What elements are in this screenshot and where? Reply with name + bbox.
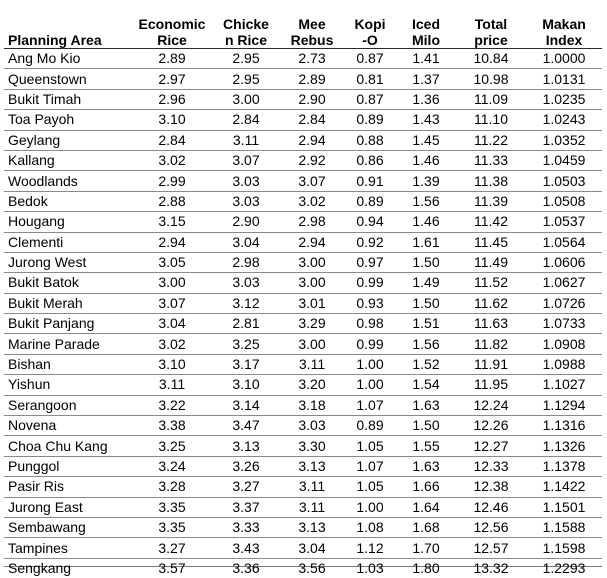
kopi-o-cell: 0.98 [344,314,396,334]
economic-rice-cell: 2.88 [132,191,212,211]
chicken-rice-cell: 3.43 [212,538,280,558]
total-price-cell: 10.98 [456,69,526,89]
table-row [4,558,602,578]
mee-rebus-cell: 2.73 [280,49,344,69]
total-price-cell: 11.95 [456,375,526,395]
header-line-1: Total [475,16,507,32]
kopi-o-cell: 0.99 [344,334,396,354]
chicken-rice-cell: 3.10 [212,375,280,395]
chicken-rice-cell: 3.47 [212,416,280,436]
table-row [4,191,602,211]
economic-rice-cell: 3.11 [132,375,212,395]
iced-milo-cell: 1.39 [396,171,456,191]
header-total-price [456,8,526,49]
header-kopi-o [344,8,396,49]
table-row [4,375,602,395]
iced-milo-cell: 1.66 [396,477,456,497]
table-row [4,49,602,69]
mee-rebus-cell: 2.90 [280,89,344,109]
economic-rice-cell: 3.10 [132,354,212,374]
header-planning-area-label: Planning Area [8,32,102,48]
total-price-cell: 13.32 [456,558,526,578]
total-price-cell: 12.57 [456,538,526,558]
mee-rebus-cell: 3.11 [280,354,344,374]
economic-rice-cell: 3.24 [132,456,212,476]
chicken-rice-cell: 3.03 [212,191,280,211]
kopi-o-cell: 1.12 [344,538,396,558]
planning-area-cell: Serangoon [4,395,132,415]
economic-rice-cell: 2.89 [132,49,212,69]
economic-rice-cell: 3.25 [132,436,212,456]
header-iced-milo [396,8,456,49]
iced-milo-cell: 1.52 [396,354,456,374]
planning-area-cell: Hougang [4,212,132,232]
header-mee-rebus [280,8,344,49]
makan-index-cell: 1.0235 [526,89,602,109]
economic-rice-cell: 2.96 [132,89,212,109]
header-economic-rice [132,8,212,49]
mee-rebus-cell: 2.94 [280,232,344,252]
makan-index-cell: 1.0733 [526,314,602,334]
economic-rice-cell: 3.22 [132,395,212,415]
iced-milo-cell: 1.68 [396,517,456,537]
economic-rice-cell: 3.02 [132,334,212,354]
planning-area-cell: Choa Chu Kang [4,436,132,456]
total-price-cell: 11.62 [456,293,526,313]
table-row [4,293,602,313]
planning-area-cell: Jurong West [4,252,132,272]
chicken-rice-cell: 3.25 [212,334,280,354]
iced-milo-cell: 1.56 [396,191,456,211]
chicken-rice-cell: 2.81 [212,314,280,334]
planning-area-cell: Bishan [4,354,132,374]
planning-area-cell: Kallang [4,150,132,170]
kopi-o-cell: 0.87 [344,49,396,69]
mee-rebus-cell: 3.30 [280,436,344,456]
makan-index-cell: 1.0564 [526,232,602,252]
mee-rebus-cell: 3.03 [280,416,344,436]
economic-rice-cell: 3.35 [132,497,212,517]
kopi-o-cell: 0.99 [344,273,396,293]
total-price-cell: 11.39 [456,191,526,211]
header-line-2: n Rice [225,32,267,48]
makan-index-cell: 1.1378 [526,456,602,476]
table-body [4,49,602,578]
table-row [4,171,602,191]
header-line-1: Makan [542,16,586,32]
makan-index-cell: 1.0908 [526,334,602,354]
price-table [4,8,602,578]
makan-index-cell: 1.0988 [526,354,602,374]
iced-milo-cell: 1.63 [396,395,456,415]
mee-rebus-cell: 3.04 [280,538,344,558]
kopi-o-cell: 0.89 [344,110,396,130]
chicken-rice-cell: 3.27 [212,477,280,497]
total-price-cell: 11.45 [456,232,526,252]
makan-index-cell: 1.1316 [526,416,602,436]
kopi-o-cell: 1.07 [344,395,396,415]
header-line-1: Kopi [354,16,385,32]
kopi-o-cell: 0.93 [344,293,396,313]
makan-index-cell: 1.0459 [526,150,602,170]
header-line-2: -O [362,32,378,48]
table-row [4,436,602,456]
mee-rebus-cell: 2.92 [280,150,344,170]
kopi-o-cell: 1.05 [344,477,396,497]
total-price-cell: 11.42 [456,212,526,232]
mee-rebus-cell: 3.00 [280,252,344,272]
iced-milo-cell: 1.37 [396,69,456,89]
mee-rebus-cell: 3.02 [280,191,344,211]
chicken-rice-cell: 3.37 [212,497,280,517]
iced-milo-cell: 1.61 [396,232,456,252]
economic-rice-cell: 3.05 [132,252,212,272]
planning-area-cell: Bukit Batok [4,273,132,293]
planning-area-cell: Geylang [4,130,132,150]
kopi-o-cell: 1.08 [344,517,396,537]
total-price-cell: 12.27 [456,436,526,456]
total-price-cell: 11.10 [456,110,526,130]
table-row [4,497,602,517]
economic-rice-cell: 2.99 [132,171,212,191]
iced-milo-cell: 1.46 [396,150,456,170]
kopi-o-cell: 0.81 [344,69,396,89]
makan-index-cell: 1.1294 [526,395,602,415]
mee-rebus-cell: 3.11 [280,497,344,517]
header-line-1: Mee [298,16,325,32]
makan-index-cell: 1.0131 [526,69,602,89]
iced-milo-cell: 1.36 [396,89,456,109]
economic-rice-cell: 3.10 [132,110,212,130]
economic-rice-cell: 3.38 [132,416,212,436]
economic-rice-cell: 3.00 [132,273,212,293]
makan-index-cell: 1.2293 [526,558,602,578]
mee-rebus-cell: 3.13 [280,456,344,476]
mee-rebus-cell: 3.00 [280,334,344,354]
table-row [4,517,602,537]
chicken-rice-cell: 3.07 [212,150,280,170]
table-row [4,252,602,272]
planning-area-cell: Queenstown [4,69,132,89]
total-price-cell: 11.52 [456,273,526,293]
header-planning-area [4,8,132,49]
total-price-cell: 11.49 [456,252,526,272]
chicken-rice-cell: 2.90 [212,212,280,232]
planning-area-cell: Novena [4,416,132,436]
planning-area-cell: Bukit Timah [4,89,132,109]
chicken-rice-cell: 2.95 [212,49,280,69]
total-price-cell: 12.46 [456,497,526,517]
header-row [4,8,602,49]
total-price-cell: 11.22 [456,130,526,150]
iced-milo-cell: 1.54 [396,375,456,395]
planning-area-cell: Ang Mo Kio [4,49,132,69]
header-line-2: Milo [412,32,440,48]
mee-rebus-cell: 2.84 [280,110,344,130]
chicken-rice-cell: 3.36 [212,558,280,578]
chicken-rice-cell: 3.11 [212,130,280,150]
planning-area-cell: Yishun [4,375,132,395]
planning-area-cell: Pasir Ris [4,477,132,497]
kopi-o-cell: 0.88 [344,130,396,150]
table-row [4,456,602,476]
planning-area-cell: Woodlands [4,171,132,191]
header-line-1: Chicke [223,16,269,32]
kopi-o-cell: 0.86 [344,150,396,170]
planning-area-cell: Bedok [4,191,132,211]
makan-index-cell: 1.0627 [526,273,602,293]
kopi-o-cell: 1.00 [344,497,396,517]
planning-area-cell: Sengkang [4,558,132,578]
makan-index-cell: 1.0352 [526,130,602,150]
makan-index-cell: 1.1326 [526,436,602,456]
price-table-container [4,8,602,567]
makan-index-cell: 1.0508 [526,191,602,211]
makan-index-cell: 1.0000 [526,49,602,69]
iced-milo-cell: 1.41 [396,49,456,69]
total-price-cell: 11.63 [456,314,526,334]
kopi-o-cell: 0.92 [344,232,396,252]
mee-rebus-cell: 3.13 [280,517,344,537]
iced-milo-cell: 1.64 [396,497,456,517]
planning-area-cell: Marine Parade [4,334,132,354]
table-row [4,395,602,415]
mee-rebus-cell: 3.07 [280,171,344,191]
makan-index-cell: 1.1501 [526,497,602,517]
table-row [4,314,602,334]
mee-rebus-cell: 3.11 [280,477,344,497]
kopi-o-cell: 0.94 [344,212,396,232]
header-chicken-rice [212,8,280,49]
mee-rebus-cell: 3.20 [280,375,344,395]
economic-rice-cell: 3.28 [132,477,212,497]
economic-rice-cell: 3.07 [132,293,212,313]
iced-milo-cell: 1.49 [396,273,456,293]
table-row [4,69,602,89]
table-row [4,273,602,293]
planning-area-cell: Sembawang [4,517,132,537]
iced-milo-cell: 1.51 [396,314,456,334]
chicken-rice-cell: 3.12 [212,293,280,313]
total-price-cell: 11.82 [456,334,526,354]
chicken-rice-cell: 3.04 [212,232,280,252]
header-line-2: Index [546,32,583,48]
chicken-rice-cell: 3.03 [212,171,280,191]
mee-rebus-cell: 2.94 [280,130,344,150]
iced-milo-cell: 1.43 [396,110,456,130]
table-row [4,477,602,497]
economic-rice-cell: 3.04 [132,314,212,334]
economic-rice-cell: 3.02 [132,150,212,170]
iced-milo-cell: 1.50 [396,416,456,436]
chicken-rice-cell: 3.17 [212,354,280,374]
header-line-1: Economic [139,16,206,32]
chicken-rice-cell: 3.13 [212,436,280,456]
total-price-cell: 11.33 [456,150,526,170]
iced-milo-cell: 1.70 [396,538,456,558]
makan-index-cell: 1.1422 [526,477,602,497]
iced-milo-cell: 1.50 [396,252,456,272]
makan-index-cell: 1.1588 [526,517,602,537]
table-row [4,130,602,150]
total-price-cell: 12.24 [456,395,526,415]
kopi-o-cell: 1.03 [344,558,396,578]
total-price-cell: 11.91 [456,354,526,374]
header-makan-index [526,8,602,49]
chicken-rice-cell: 3.33 [212,517,280,537]
planning-area-cell: Clementi [4,232,132,252]
total-price-cell: 11.38 [456,171,526,191]
economic-rice-cell: 2.97 [132,69,212,89]
kopi-o-cell: 1.07 [344,456,396,476]
makan-index-cell: 1.1027 [526,375,602,395]
makan-index-cell: 1.0503 [526,171,602,191]
economic-rice-cell: 2.84 [132,130,212,150]
chicken-rice-cell: 3.03 [212,273,280,293]
total-price-cell: 12.38 [456,477,526,497]
total-price-cell: 12.26 [456,416,526,436]
kopi-o-cell: 1.00 [344,375,396,395]
table-row [4,354,602,374]
planning-area-cell: Toa Payoh [4,110,132,130]
chicken-rice-cell: 3.26 [212,456,280,476]
chicken-rice-cell: 2.84 [212,110,280,130]
mee-rebus-cell: 3.56 [280,558,344,578]
kopi-o-cell: 0.89 [344,416,396,436]
header-line-1: Iced [412,16,440,32]
iced-milo-cell: 1.50 [396,293,456,313]
table-row [4,232,602,252]
chicken-rice-cell: 3.00 [212,89,280,109]
iced-milo-cell: 1.63 [396,456,456,476]
economic-rice-cell: 3.57 [132,558,212,578]
planning-area-cell: Bukit Panjang [4,314,132,334]
mee-rebus-cell: 3.18 [280,395,344,415]
kopi-o-cell: 0.89 [344,191,396,211]
iced-milo-cell: 1.80 [396,558,456,578]
table-row [4,150,602,170]
makan-index-cell: 1.0606 [526,252,602,272]
mee-rebus-cell: 2.98 [280,212,344,232]
planning-area-cell: Punggol [4,456,132,476]
table-row [4,212,602,232]
total-price-cell: 11.09 [456,89,526,109]
makan-index-cell: 1.0537 [526,212,602,232]
iced-milo-cell: 1.55 [396,436,456,456]
table-row [4,334,602,354]
header-line-2: Rebus [291,32,334,48]
total-price-cell: 12.33 [456,456,526,476]
mee-rebus-cell: 3.01 [280,293,344,313]
table-row [4,110,602,130]
iced-milo-cell: 1.46 [396,212,456,232]
makan-index-cell: 1.0243 [526,110,602,130]
economic-rice-cell: 3.15 [132,212,212,232]
table-row [4,416,602,436]
planning-area-cell: Bukit Merah [4,293,132,313]
mee-rebus-cell: 3.00 [280,273,344,293]
makan-index-cell: 1.0726 [526,293,602,313]
economic-rice-cell: 3.27 [132,538,212,558]
iced-milo-cell: 1.45 [396,130,456,150]
total-price-cell: 12.56 [456,517,526,537]
chicken-rice-cell: 3.14 [212,395,280,415]
header-line-2: price [474,32,507,48]
makan-index-cell: 1.1598 [526,538,602,558]
kopi-o-cell: 1.00 [344,354,396,374]
economic-rice-cell: 3.35 [132,517,212,537]
chicken-rice-cell: 2.95 [212,69,280,89]
chicken-rice-cell: 2.98 [212,252,280,272]
mee-rebus-cell: 3.29 [280,314,344,334]
kopi-o-cell: 1.05 [344,436,396,456]
iced-milo-cell: 1.56 [396,334,456,354]
table-header [4,8,602,49]
header-line-2: Rice [157,32,187,48]
total-price-cell: 10.84 [456,49,526,69]
economic-rice-cell: 2.94 [132,232,212,252]
table-row [4,538,602,558]
planning-area-cell: Tampines [4,538,132,558]
kopi-o-cell: 0.97 [344,252,396,272]
kopi-o-cell: 0.87 [344,89,396,109]
table-row [4,89,602,109]
planning-area-cell: Jurong East [4,497,132,517]
mee-rebus-cell: 2.89 [280,69,344,89]
kopi-o-cell: 0.91 [344,171,396,191]
